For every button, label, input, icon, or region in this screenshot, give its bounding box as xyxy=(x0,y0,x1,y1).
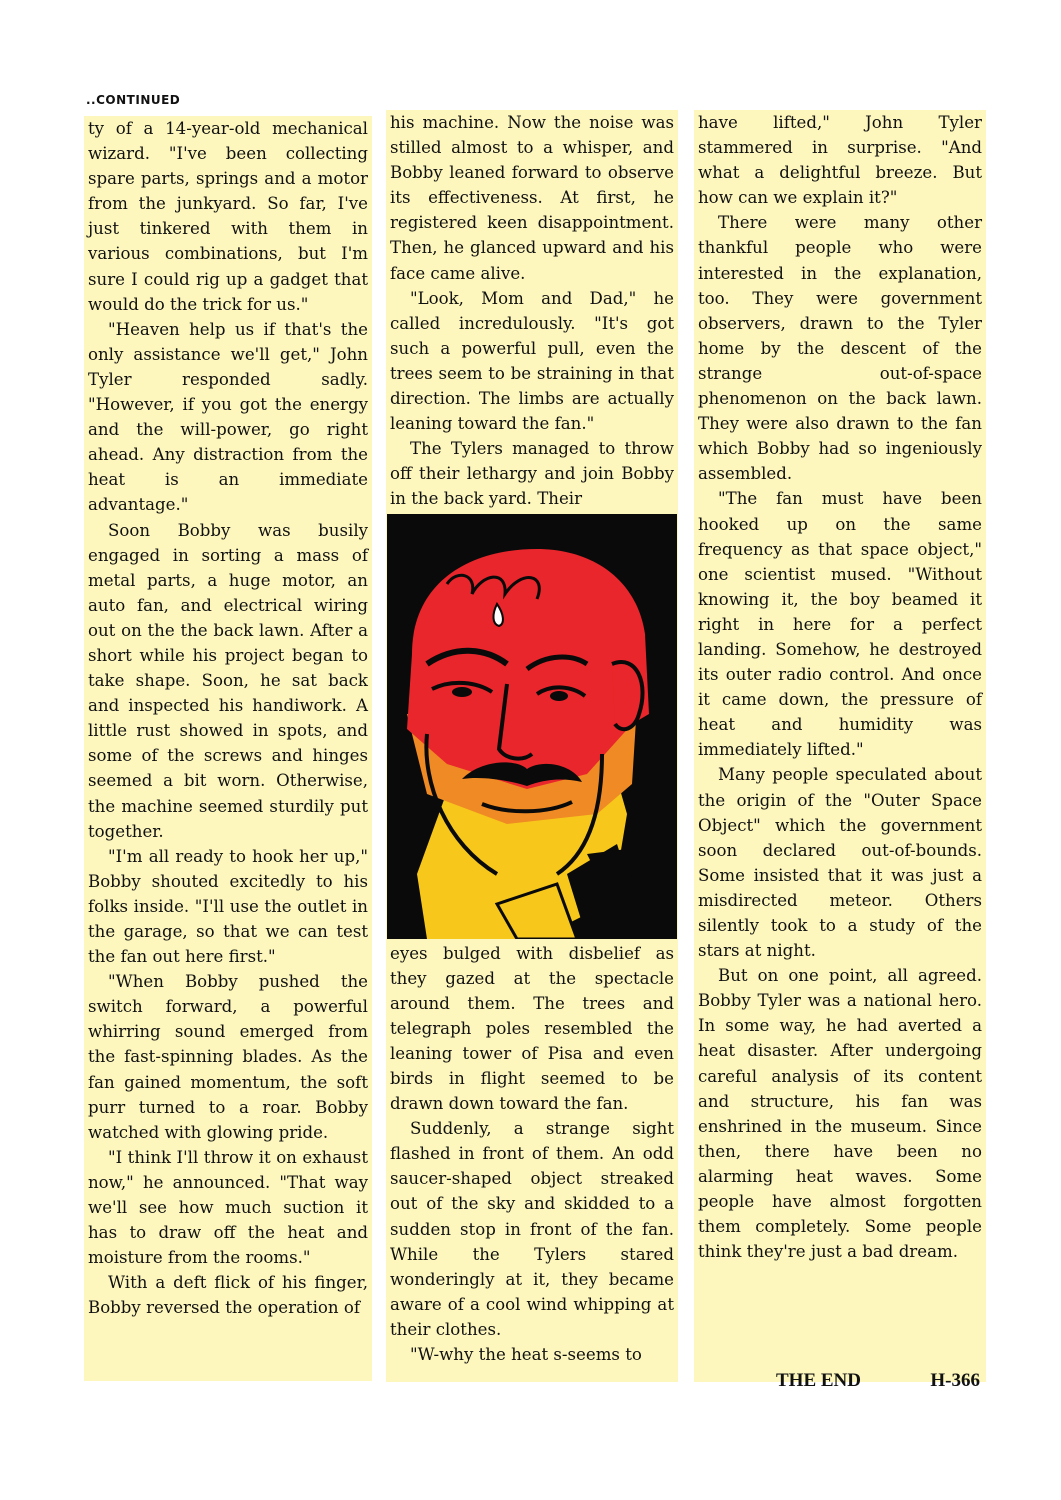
paragraph: Soon Bobby was busily engaged in sorting a mass of metal parts, a huge motor, an auto fan, and electrical wiring out on the the back lawn. After a short while his project began to take shape. Soon, he sat back and inspected his handiwork. A little rust showed in spots, and some of the screws and hinges seemed a bit worn. Otherwise, the machine seemed sturdily put together. xyxy=(88,520,368,841)
paragraph: "Heaven help us if that's the only assistance we'll get," John Tyler responded sadly. "However, if you got the energy and the will-power, go right ahead. Any distraction from the heat is an immediate advantage." xyxy=(88,319,368,515)
paragraph: "When Bobby pushed the switch forward, a powerful whirring sound emerged from the fast-spinning blades. As the fan gained momentum, the soft purr turned to a roar. Bobby watched with glowing pride. xyxy=(88,972,368,1142)
paragraph: "W-why the heat s-seems to xyxy=(410,1345,642,1364)
paragraph: "Look, Mom and Dad," he called incredulously. "It's got such a powerful pull, even the trees seem to be straining in that direction. The limbs are actually leaning toward the fan." xyxy=(390,288,674,434)
text-column-2 xyxy=(386,110,678,1382)
continued-label: ..CONTINUED xyxy=(86,93,181,107)
paragraph: his machine. Now the noise was stilled almost to a whisper, and Bobby leaned forward to observe its effectiveness. At first, he registered keen disappointment. Then, he glanced upward and his face came alive. xyxy=(390,113,674,283)
paragraph: "I'm all ready to hook her up," Bobby shouted excitedly to his folks inside. "I'll use the outlet in the garage, so that we can test the fan out here first." xyxy=(88,846,368,967)
paragraph: "I think I'll throw it on exhaust now," he announced. "That way we'll see how much suction it has to draw off the heat and moisture from the rooms." xyxy=(88,1147,368,1268)
paragraph: have lifted," John Tyler stammered in surprise. "And what a delightful breeze. But how can we explain it?" xyxy=(698,113,982,208)
paragraph: There were many other thankful people who were interested in the explanation, too. They were government observers, drawn to the Tyler home by the descent of the strange out-of-space phenomenon on the back lawn. They were also drawn to the fan which Bobby had so ingeniously assembled. xyxy=(698,213,982,484)
paragraph: Suddenly, a strange sight flashed in front of them. An odd saucer-shaped object streaked out of the sky and skidded to a sudden stop in front of the fan. While the Tylers stared wonderingly at it, they became aware of a cool wind whipping at their clothes. xyxy=(390,1119,674,1339)
text-column-3 xyxy=(694,110,986,1392)
paragraph: But on one point, all agreed. Bobby Tyler was a national hero. In some way, he had averted a heat disaster. After undergoing careful analysis of its content and structure, his fan was enshrined in the museum. Since then, there have been no alarming heat waves. Some people have almost forgotten them completely. Some people think they're just a bad dream. xyxy=(698,966,982,1262)
story-footer xyxy=(698,1368,982,1393)
paragraph: With a deft flick of his finger, Bobby reversed the operation of xyxy=(88,1273,368,1318)
paragraph: Many people speculated about the origin of the "Outer Space Object" which the government soon declared out-of-bounds. Some insisted that it was just a misdirected meteor. Others silently took to a study of the stars at night. xyxy=(698,765,982,961)
illustration-john-tyler-portrait xyxy=(387,514,677,939)
page-code: H-366 xyxy=(930,1370,980,1392)
paragraph: ty of a 14-year-old mechanical wizard. "I've been collecting spare parts, springs and a motor from the junkyard. So far, I've just tinkered with them in various combinations, but I'm sure I could rig up a gadget that would do the trick for us." xyxy=(88,119,368,314)
paragraph: "The fan must have been hooked up on the same frequency as that space object," one scientist mused. "Without knowing it, the boy beamed it right in here for a perfect landing. Somehow, he destroyed its outer radio control. And once it came down, the pressure of heat and humidity was immediately lifted." xyxy=(698,489,982,760)
text-column-1 xyxy=(84,116,372,1381)
paragraph: The Tylers managed to throw off their lethargy and join Bobby in the back yard. Their xyxy=(390,439,674,509)
paragraph: eyes bulged with disbelief as they gazed at the spectacle around them. The trees and telegraph poles resembled the leaning tower of Pisa and even birds in flight seemed to be drawn down toward the fan. xyxy=(390,943,674,1114)
the-end-label: THE END xyxy=(776,1370,861,1392)
